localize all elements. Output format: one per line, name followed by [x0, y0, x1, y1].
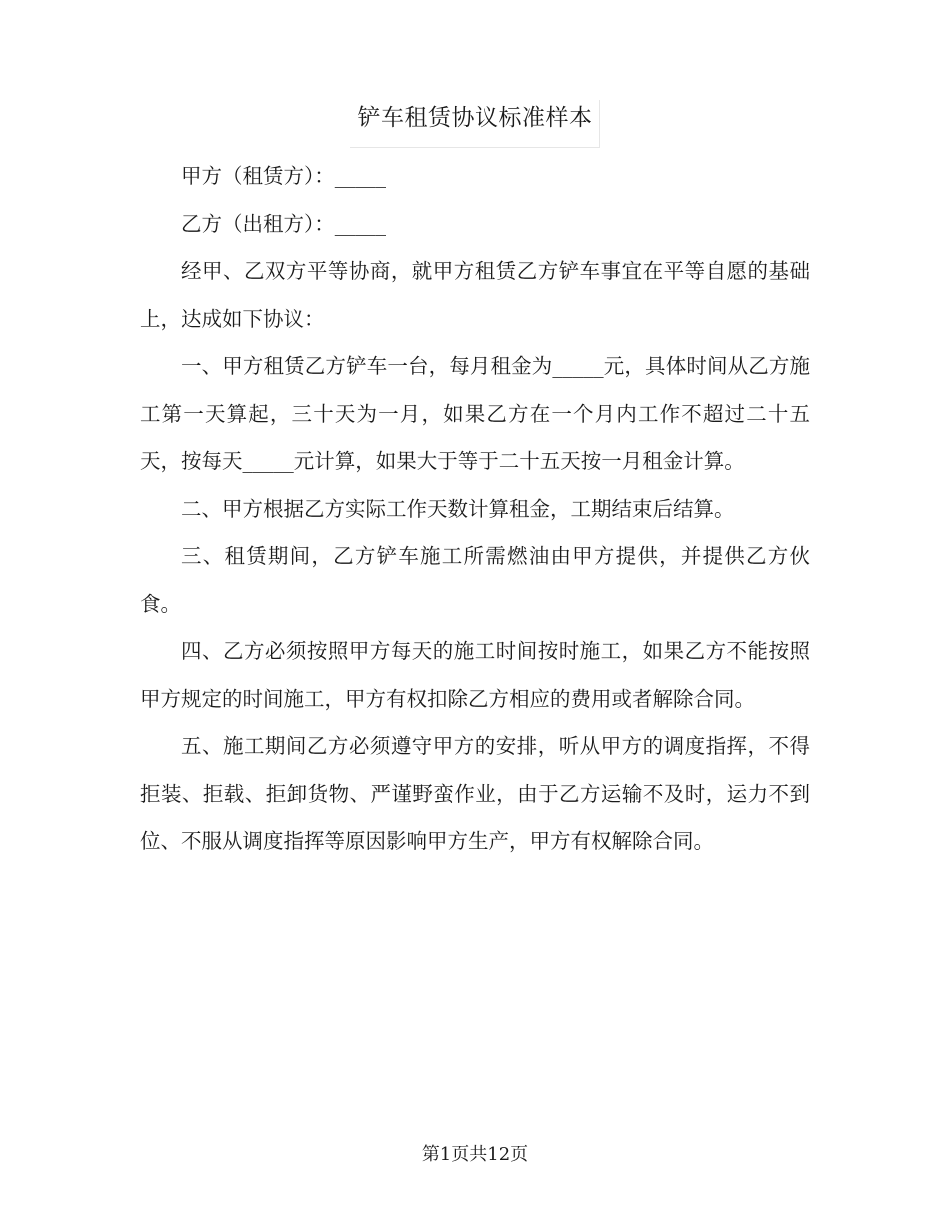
clause-5: 五、施工期间乙方必须遵守甲方的安排，听从甲方的调度指挥，不得拒装、拒载、拒卸货物、严谨野蛮作业，由于乙方运输不及时，运力不到位、不服从调度指挥等原因影响甲方生产，甲方有权解除合同。	[140, 734, 810, 853]
clause-4: 四、乙方必须按照甲方每天的施工时间按时施工，如果乙方不能按照甲方规定的时间施工，甲方有权扣除乙方相应的费用或者解除合同。	[140, 639, 810, 711]
document-body	[140, 153, 810, 866]
party-b-line: 乙方（出租方）：_____	[181, 211, 386, 236]
clause-2: 二、甲方根据乙方实际工作天数计算租金，工期结束后结算。	[181, 496, 735, 521]
party-a-line: 甲方（租赁方）：_____	[181, 164, 386, 188]
clause-1: 一、甲方租赁乙方铲车一台，每月租金为_____元，具体时间从乙方施工第一天算起，三十天为一月，如果乙方在一个月内工作不超过二十五天，按每天_____元计算，如果大于等于二十五天按一月租金计算。	[140, 354, 810, 473]
document-title: 铲车租赁协议标准样本	[357, 105, 593, 131]
clause-3: 三、租赁期间，乙方铲车施工所需燃油由甲方提供，并提供乙方伙食。	[140, 544, 810, 616]
preamble-paragraph: 经甲、乙双方平等协商，就甲方租赁乙方铲车事宜在平等自愿的基础上，达成如下协议：	[140, 259, 810, 331]
page-footer: 第1页共12页	[421, 1144, 529, 1165]
